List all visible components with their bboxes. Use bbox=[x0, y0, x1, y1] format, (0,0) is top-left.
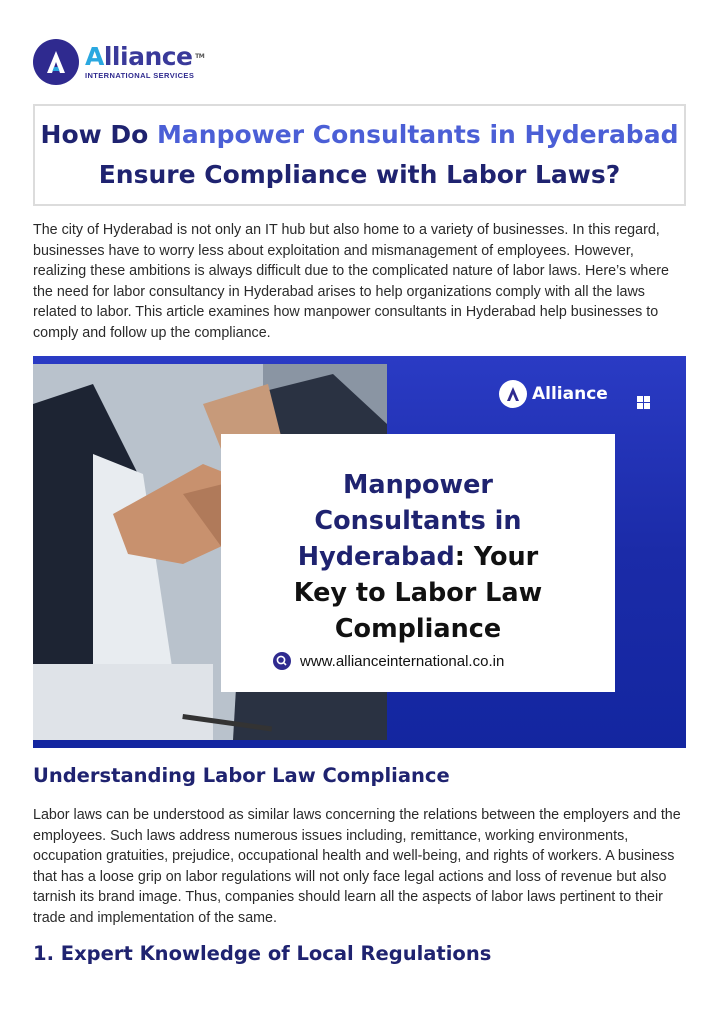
title-accent: Manpower Consultants in Hyderabad bbox=[157, 120, 679, 149]
banner-url bbox=[273, 652, 504, 670]
search-icon bbox=[273, 652, 291, 670]
alliance-logo-icon bbox=[33, 39, 79, 85]
article-title-box bbox=[33, 104, 686, 206]
banner-card bbox=[221, 434, 615, 692]
grid-icon bbox=[637, 396, 650, 409]
section-heading-understanding: Understanding Labor Law Compliance bbox=[33, 764, 450, 787]
banner-logo bbox=[499, 380, 608, 408]
logo-subtitle: INTERNATIONAL SERVICES bbox=[85, 71, 195, 80]
banner-logo-text: Alliance bbox=[532, 384, 608, 404]
hero-banner bbox=[33, 356, 686, 748]
banner-url-text: www.allianceinternational.co.in bbox=[300, 652, 505, 670]
company-logo[interactable] bbox=[33, 38, 205, 86]
intro-paragraph: The city of Hyderabad is not only an IT hub but also home to a variety of businesses. In this regard, businesses have to worry less about exploitation and mismanagement of employees. However, realizing these ambitions is always difficult due to the complicated nature of labor laws. Here’s where the need for labor consultancy in Hyderabad arises to help organizations comply with all the laws related to labor. This article examines how manpower consultants in Hyderabad help businesses to comply and follow up the compliance. bbox=[33, 222, 670, 341]
title-line-2: Ensure Compliance with Labor Laws? bbox=[98, 160, 621, 189]
trademark-mark: TM bbox=[195, 53, 205, 60]
logo-wordmark: Alliance TM bbox=[85, 42, 205, 71]
banner-headline: Manpower Consultants in Hyderabad: Your Key to Labor Law Compliance bbox=[293, 470, 543, 644]
section-paragraph-understanding: Labor laws can be understood as similar laws concerning the relations between the employers and the employees. Such laws address numerous issues including, remittance, working environments, occupation gratuities, prejudice, occupational health and well-being, and rights of workers. A business that has a loose grip on labor regulations will not only face legal actions and loss of revenue but also tarnish its brand image. Thus, companies should learn all the aspects of labor laws pertinent to their trade and implementation of the same. bbox=[33, 807, 681, 926]
article-title: How Do Manpower Consultants in Hyderabad Ensure Compliance with Labor Laws? bbox=[40, 120, 679, 189]
section-heading-expert-knowledge: 1. Expert Knowledge of Local Regulations bbox=[33, 942, 492, 965]
alliance-logo-icon bbox=[499, 380, 527, 408]
